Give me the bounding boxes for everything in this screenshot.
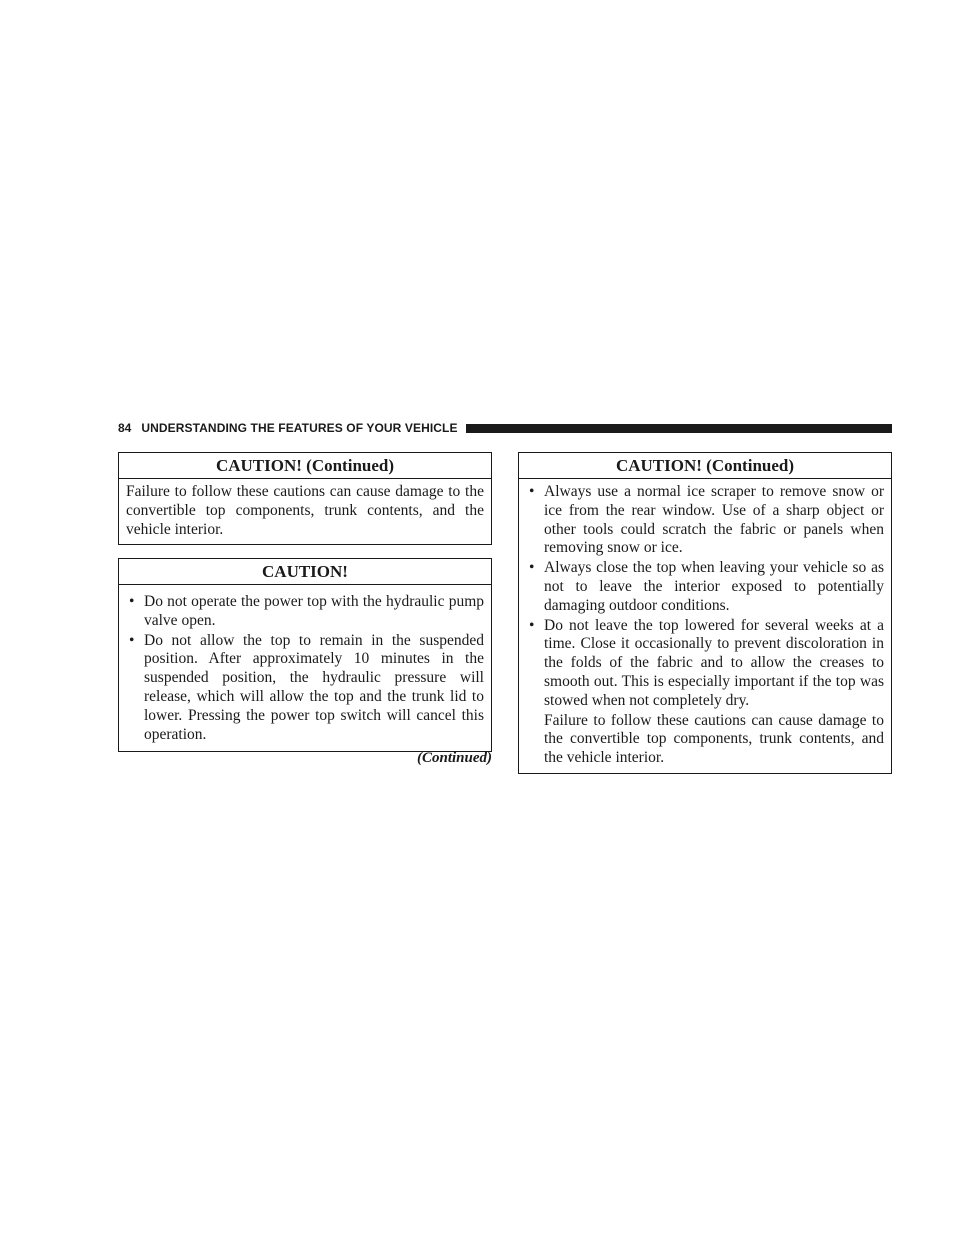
caution-bullet-item: • Always use a normal ice scraper to remove snow or ice from the rear window. Use of a sharp object or other tools could scratch the fabric or panels when removing snow or ice.: [526, 483, 884, 558]
caution-bullet-list-right: [526, 483, 884, 711]
header-rule: [466, 424, 892, 433]
caution-closing-text: Failure to follow these cautions can cause damage to the convertible top components, trunk contents, and the vehicle interior.: [544, 711, 884, 767]
caution-bullet-item: • Do not operate the power top with the hydraulic pump valve open.: [126, 593, 484, 631]
caution-bullet-item: • Do not leave the top lowered for several weeks at a time. Close it occasionally to prevent discoloration in the folds of the fabric and to allow the creases to smooth out. This is especially important if the top was stowed when not completely dry.: [526, 617, 884, 711]
caution-box-left: [118, 558, 492, 752]
caution-text: Failure to follow these cautions can cause damage to the convertible top components, trunk contents, and the vehicle interior.: [126, 483, 484, 538]
caution-bullet-item: • Do not allow the top to remain in the suspended position. After approximately 10 minutes in the suspended position, the hydraulic pressure will release, which will allow the top and the trunk lid to lower. Pressing the power top switch will cancel this operation.: [126, 632, 484, 745]
page-number: 84: [118, 421, 132, 435]
continued-label: (Continued): [416, 750, 492, 766]
caution-continued-body-left: [119, 479, 491, 545]
caution-body-left: [119, 585, 491, 751]
caution-continued-title-right: CAUTION! (Continued): [519, 453, 891, 479]
caution-bullet-list-left: [126, 593, 484, 744]
caution-continued-title-left: CAUTION! (Continued): [119, 453, 491, 479]
caution-title-left: CAUTION!: [119, 559, 491, 585]
page-header: [118, 419, 892, 437]
caution-continued-box-right: [518, 452, 892, 774]
section-title: UNDERSTANDING THE FEATURES OF YOUR VEHICLE: [141, 421, 458, 435]
caution-continued-box-left: [118, 452, 492, 545]
caution-bullet-item: • Always close the top when leaving your vehicle so as not to leave the interior exposed to potentially damaging outdoor conditions.: [526, 559, 884, 615]
caution-continued-body-right: [519, 479, 891, 774]
